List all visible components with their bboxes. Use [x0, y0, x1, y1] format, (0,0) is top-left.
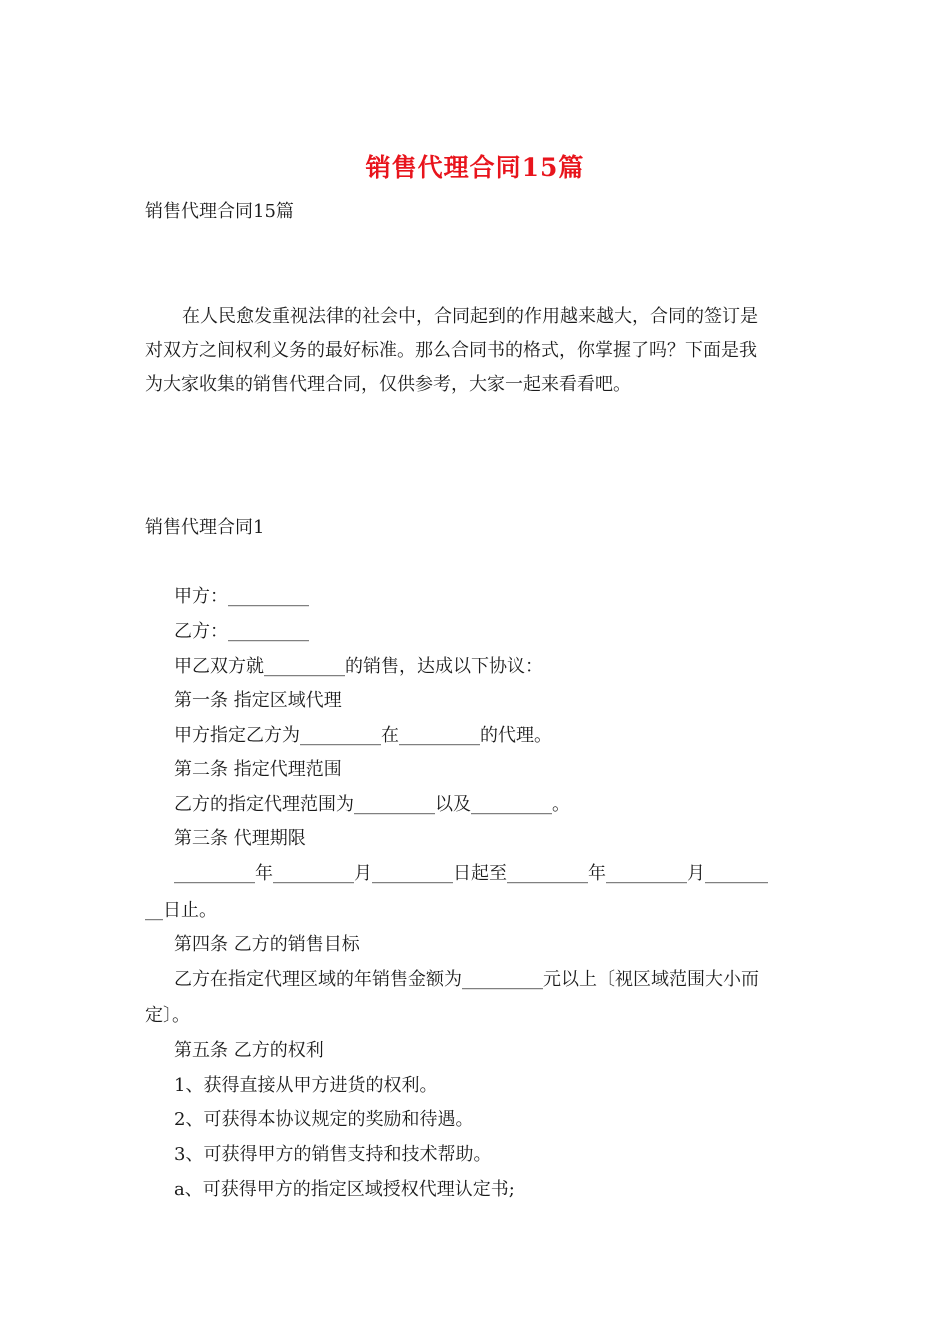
- intro-paragraph: [145, 300, 805, 402]
- article-1-heading: 第一条 指定区域代理: [174, 690, 342, 711]
- document-title: 销售代理合同15篇: [365, 153, 585, 182]
- article-3-text: _________年_________月_________日起至_________年_________月_______: [174, 863, 768, 884]
- article-4-text-cont: 定〕。: [145, 1005, 190, 1026]
- document-subtitle: 销售代理合同15篇: [145, 201, 294, 222]
- article-4-heading: 第四条 乙方的销售目标: [174, 934, 360, 955]
- intro-line: 为大家收集的销售代理合同，仅供参考，大家一起来看看吧。: [145, 374, 631, 395]
- intro-line: 在人民愈发重视法律的社会中，合同起到的作用越来越大，合同的签订是: [182, 306, 758, 327]
- party-b-line: 乙方：_________: [174, 621, 309, 642]
- intro-line: 对双方之间权利义务的最好标准。那么合同书的格式，你掌握了吗？下面是我: [145, 340, 757, 361]
- article-3-heading: 第三条 代理期限: [174, 828, 306, 849]
- article-5-heading: 第五条 乙方的权利: [174, 1040, 324, 1061]
- agreement-line: 甲乙双方就_________的销售，达成以下协议：: [174, 656, 543, 677]
- list-item: 2、可获得本协议规定的奖励和待遇。: [174, 1109, 474, 1130]
- list-item: 3、可获得甲方的销售支持和技术帮助。: [174, 1144, 492, 1165]
- article-1-text: 甲方指定乙方为_________在_________的代理。: [174, 725, 552, 746]
- section-heading: 销售代理合同1: [145, 517, 265, 538]
- list-item: a、可获得甲方的指定区域授权代理认定书;: [174, 1179, 515, 1200]
- party-a-line: 甲方：_________: [174, 586, 309, 607]
- article-3-text-cont: __日止。: [145, 900, 217, 921]
- article-4-text: 乙方在指定代理区域的年销售金额为_________元以上〔视区域范围大小而: [174, 969, 759, 990]
- article-2-text: 乙方的指定代理范围为_________以及_________。: [174, 794, 570, 815]
- list-item: 1、获得直接从甲方进货的权利。: [174, 1075, 438, 1096]
- article-2-heading: 第二条 指定代理范围: [174, 759, 342, 780]
